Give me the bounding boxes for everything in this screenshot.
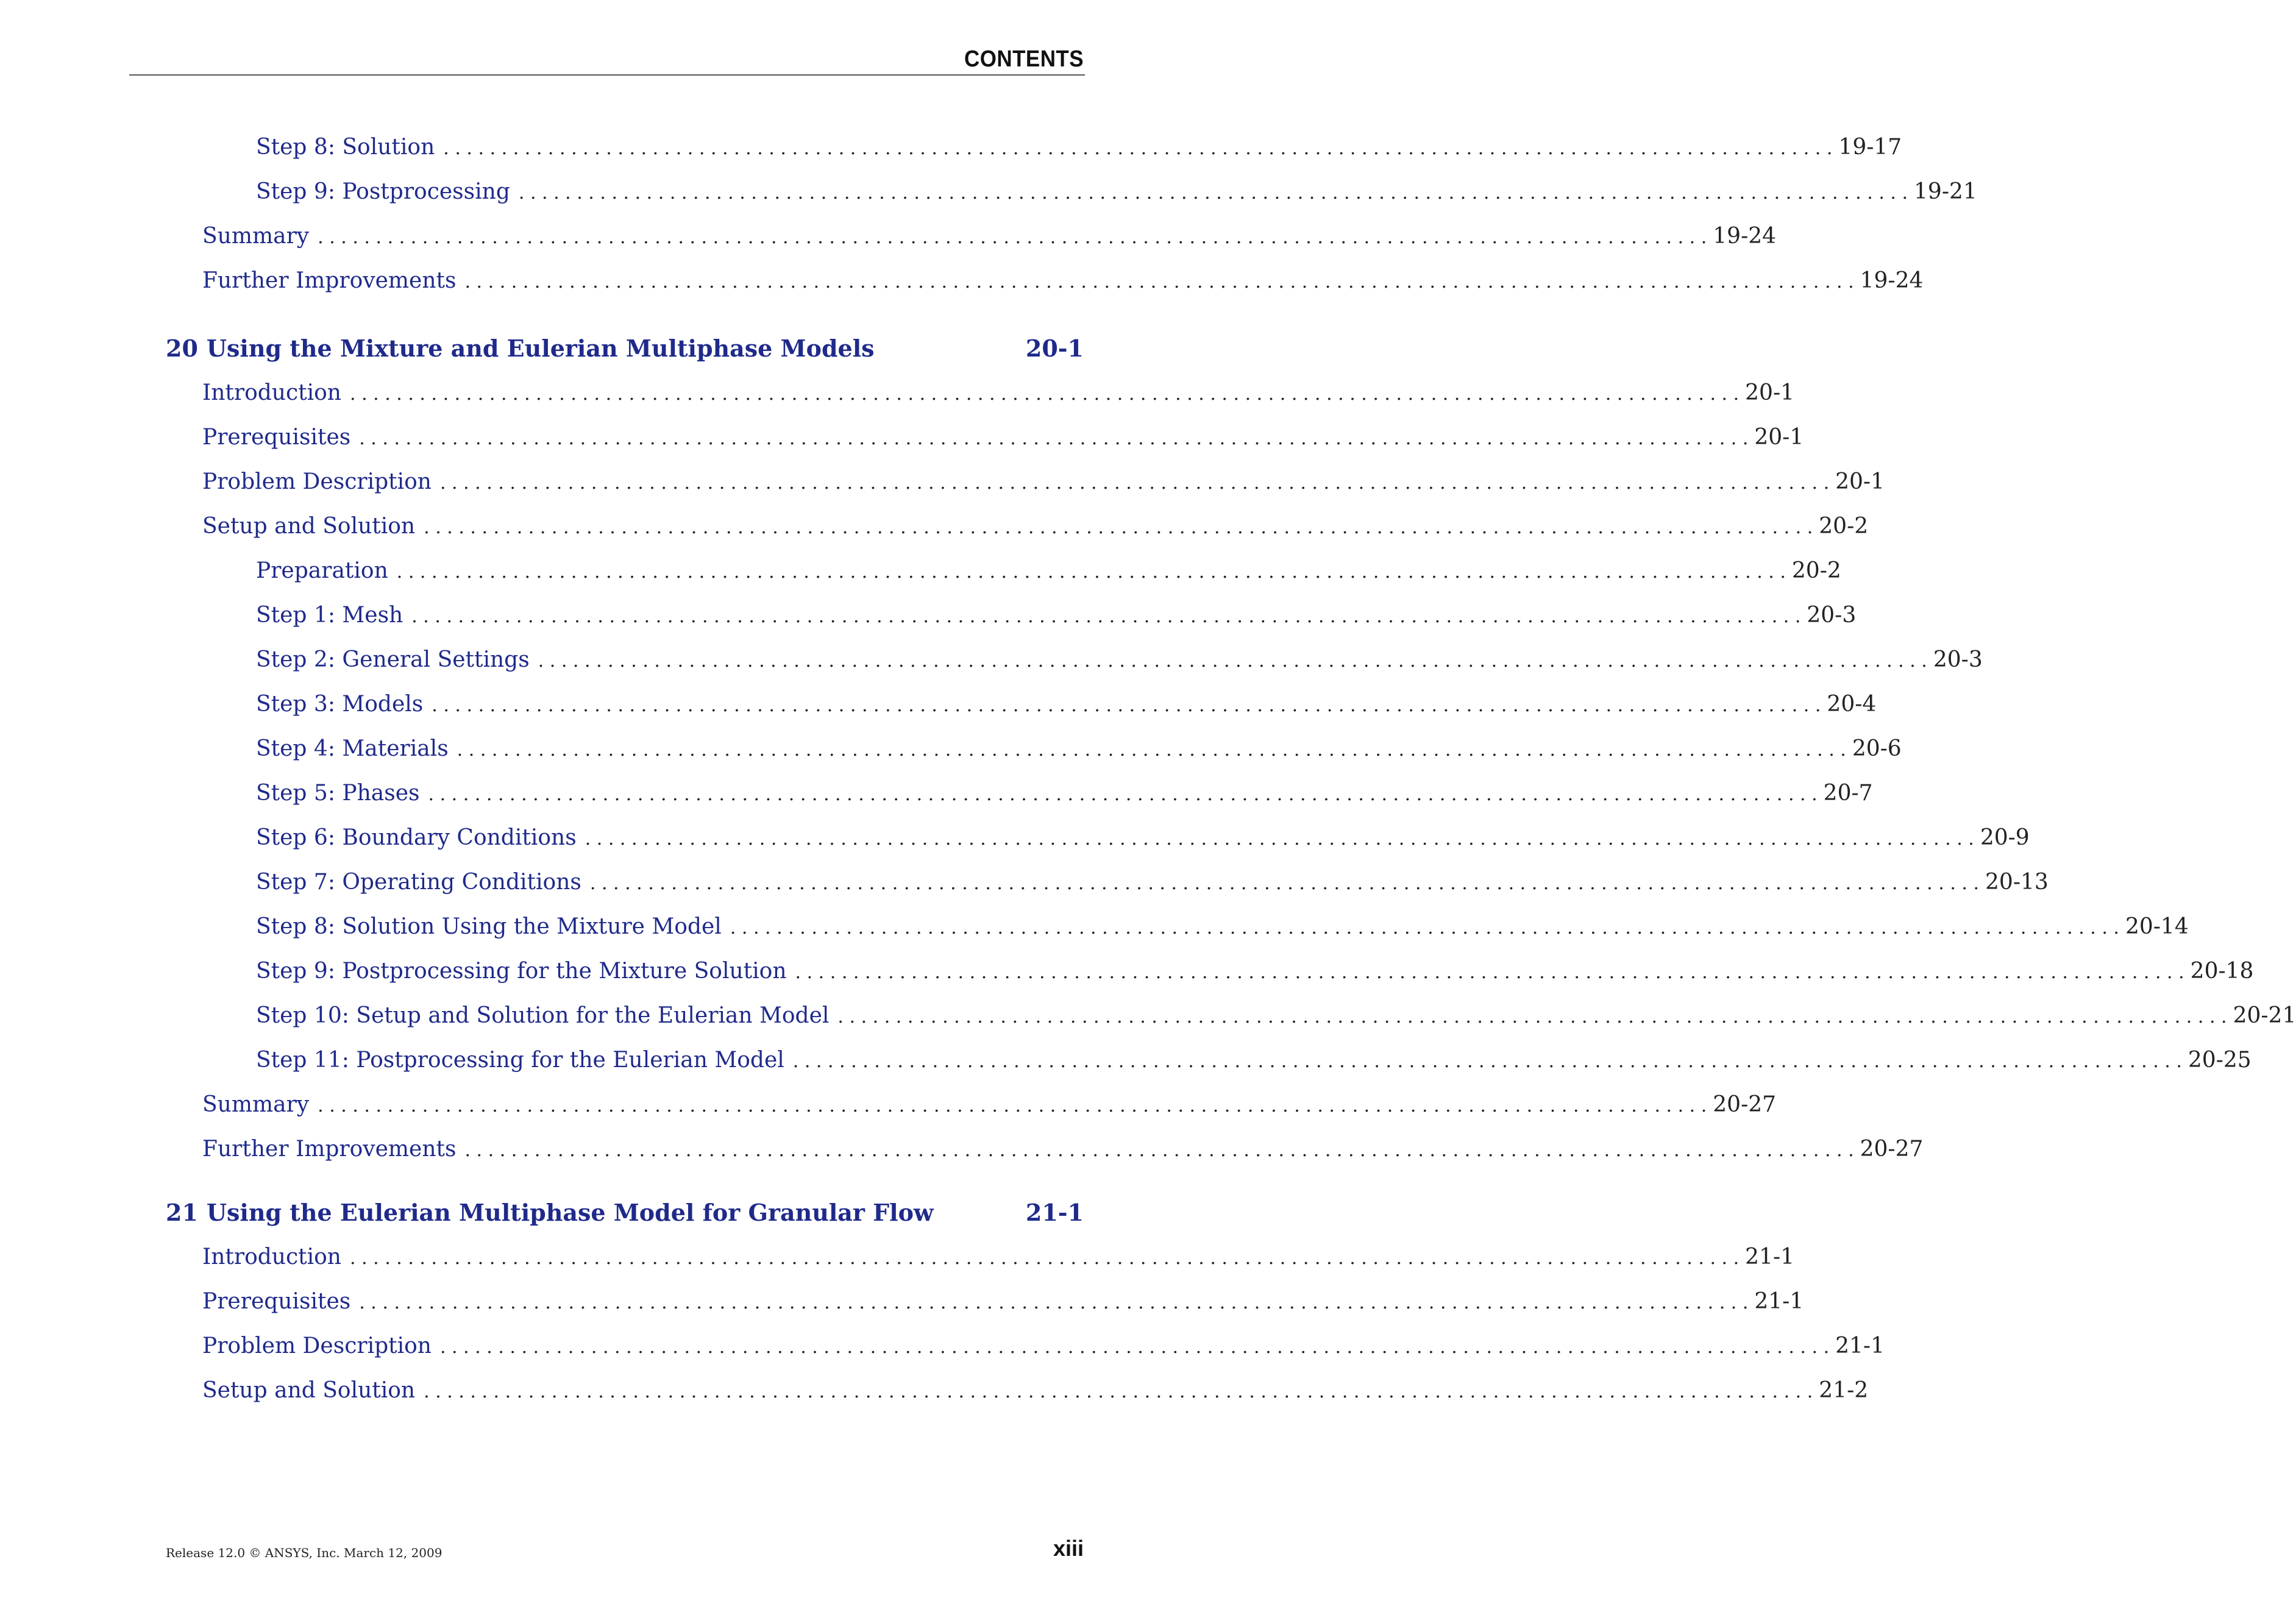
toc-entry-page: 20-2 xyxy=(1791,558,1841,583)
toc-entry-title[interactable]: Setup and Solution xyxy=(202,1378,416,1403)
chapter-heading-21[interactable] xyxy=(166,1196,1084,1229)
dot-leader: . . . . . . . . . . . . . . . . . . . . . . . . . . . . . . . . . . . . . . . . . . . . . . . . . . . . . . . . . . . . . . . . . . . . . . . . . . . . . . . . . . . . . . . . . . . . . . . . . . . . . . . . . . . . . . . . . . . . . . . . xyxy=(432,695,1821,716)
toc-entry[interactable] xyxy=(202,1287,1804,1317)
toc-entry-page: 20-3 xyxy=(1807,603,1857,628)
toc-entry-page: 20-1 xyxy=(1745,380,1795,405)
toc-entry-page: 20-6 xyxy=(1852,736,1902,761)
toc-entry-page: 19-17 xyxy=(1838,135,1902,160)
toc-entry-title[interactable]: Further Improvements xyxy=(202,268,457,293)
toc-entry-title[interactable]: Prerequisites xyxy=(202,425,351,450)
toc-entry[interactable] xyxy=(256,1045,2252,1076)
toc-entry-title[interactable]: Step 9: Postprocessing xyxy=(256,179,510,204)
dot-leader: . . . . . . . . . . . . . . . . . . . . . . . . . . . . . . . . . . . . . . . . . . . . . . . . . . . . . . . . . . . . . . . . . . . . . . . . . . . . . . . . . . . . . . . . . . . . . . . . . . . . . . . . . . . . . . . . . . . . . . . . xyxy=(439,472,1830,494)
toc-entry-page: 20-18 xyxy=(2190,959,2254,984)
toc-entry-title[interactable]: Summary xyxy=(202,224,310,249)
toc-entry[interactable] xyxy=(202,266,1924,296)
dot-leader: . . . . . . . . . . . . . . . . . . . . . . . . . . . . . . . . . . . . . . . . . . . . . . . . . . . . . . . . . . . . . . . . . . . . . . . . . . . . . . . . . . . . . . . . . . . . . . . . . . . . . . . . . . . . . . . . . . . . . . . . xyxy=(359,1292,1749,1313)
chapter-page: 21-1 xyxy=(1025,1199,1084,1226)
dot-leader: . . . . . . . . . . . . . . . . . . . . . . . . . . . . . . . . . . . . . . . . . . . . . . . . . . . . . . . . . . . . . . . . . . . . . . . . . . . . . . . . . . . . . . . . . . . . . . . . . . . . . . . . . . . . . . . . . . . . . . . . xyxy=(837,1006,2227,1028)
toc-entry-title[interactable]: Prerequisites xyxy=(202,1289,351,1314)
toc-entry-title[interactable]: Further Improvements xyxy=(202,1137,457,1162)
toc-entry-page: 20-1 xyxy=(1754,425,1804,450)
toc-entry-page: 20-25 xyxy=(2188,1048,2252,1073)
toc-entry-title[interactable]: Step 3: Models xyxy=(256,692,424,717)
dot-leader: . . . . . . . . . . . . . . . . . . . . . . . . . . . . . . . . . . . . . . . . . . . . . . . . . . . . . . . . . . . . . . . . . . . . . . . . . . . . . . . . . . . . . . . . . . . . . . . . . . . . . . . . . . . . . . . . . . . . . . . . xyxy=(518,182,1908,204)
dot-leader: . . . . . . . . . . . . . . . . . . . . . . . . . . . . . . . . . . . . . . . . . . . . . . . . . . . . . . . . . . . . . . . . . . . . . . . . . . . . . . . . . . . . . . . . . . . . . . . . . . . . . . . . . . . . . . . . . . . . . . . . xyxy=(424,517,1813,538)
toc-entry-page: 20-14 xyxy=(2125,914,2189,939)
toc-entry[interactable] xyxy=(256,1001,2296,1031)
toc-entry-page: 21-2 xyxy=(1819,1378,1869,1403)
toc-entry-title[interactable]: Introduction xyxy=(202,380,341,405)
toc-entry[interactable] xyxy=(202,1375,1869,1406)
toc-entry-page: 21-1 xyxy=(1754,1289,1804,1314)
dot-leader: . . . . . . . . . . . . . . . . . . . . . . . . . . . . . . . . . . . . . . . . . . . . . . . . . . . . . . . . . . . . . . . . . . . . . . . . . . . . . . . . . . . . . . . . . . . . . . . . . . . . . . . . . . . . . . . . . . . . . . . . xyxy=(428,784,1818,805)
toc-entry-page: 21-1 xyxy=(1835,1333,1885,1358)
dot-leader: . . . . . . . . . . . . . . . . . . . . . . . . . . . . . . . . . . . . . . . . . . . . . . . . . . . . . . . . . . . . . . . . . . . . . . . . . . . . . . . . . . . . . . . . . . . . . . . . . . . . . . . . . . . . . . . . . . . . . . . . xyxy=(318,1095,1707,1116)
toc-entry-title[interactable]: Step 7: Operating Conditions xyxy=(256,870,581,895)
toc-entry-page: 19-24 xyxy=(1713,224,1777,249)
toc-entry[interactable] xyxy=(256,645,1983,675)
chapter-title[interactable]: Using the Eulerian Multiphase Model for Granular Flow xyxy=(206,1199,934,1226)
toc-entry-page: 19-21 xyxy=(1914,179,1977,204)
toc-entry-page: 20-21 xyxy=(2233,1003,2296,1028)
toc-entry[interactable] xyxy=(202,1242,1795,1272)
toc-entry-title[interactable]: Step 8: Solution xyxy=(256,135,435,160)
dot-leader: . . . . . . . . . . . . . . . . . . . . . . . . . . . . . . . . . . . . . . . . . . . . . . . . . . . . . . . . . . . . . . . . . . . . . . . . . . . . . . . . . . . . . . . . . . . . . . . . . . . . . . . . . . . . . . . . . . . . . . . . xyxy=(589,873,1980,894)
dot-leader: . . . . . . . . . . . . . . . . . . . . . . . . . . . . . . . . . . . . . . . . . . . . . . . . . . . . . . . . . . . . . . . . . . . . . . . . . . . . . . . . . . . . . . . . . . . . . . . . . . . . . . . . . . . . . . . . . . . . . . . . xyxy=(795,962,2184,983)
dot-leader: . . . . . . . . . . . . . . . . . . . . . . . . . . . . . . . . . . . . . . . . . . . . . . . . . . . . . . . . . . . . . . . . . . . . . . . . . . . . . . . . . . . . . . . . . . . . . . . . . . . . . . . . . . . . . . . . . . . . . . . . xyxy=(396,561,1786,583)
toc-entry-title[interactable]: Step 5: Phases xyxy=(256,781,420,806)
toc-entry[interactable] xyxy=(202,1331,1885,1361)
toc-entry-page: 20-2 xyxy=(1819,514,1869,539)
toc-entry-page: 20-1 xyxy=(1835,469,1885,494)
toc-entry[interactable] xyxy=(256,556,1841,586)
toc-entry-title[interactable]: Problem Description xyxy=(202,1333,432,1358)
dot-leader: . . . . . . . . . . . . . . . . . . . . . . . . . . . . . . . . . . . . . . . . . . . . . . . . . . . . . . . . . . . . . . . . . . . . . . . . . . . . . . . . . . . . . . . . . . . . . . . . . . . . . . . . . . . . . . . . . . . . . . . . xyxy=(585,828,1974,850)
toc-entry[interactable] xyxy=(202,511,1869,542)
toc-entry-title[interactable]: Step 2: General Settings xyxy=(256,647,530,672)
toc-entry-page: 20-9 xyxy=(1980,825,2030,850)
toc-entry[interactable] xyxy=(202,1090,1777,1120)
toc-entry-page: 20-7 xyxy=(1823,781,1873,806)
running-header: CONTENTS xyxy=(964,46,1084,72)
toc-entry[interactable] xyxy=(256,956,2254,987)
toc-entry-page: 19-24 xyxy=(1860,268,1924,293)
toc-entry-title[interactable]: Step 11: Postprocessing for the Eulerian Model xyxy=(256,1048,784,1073)
dot-leader: . . . . . . . . . . . . . . . . . . . . . . . . . . . . . . . . . . . . . . . . . . . . . . . . . . . . . . . . . . . . . . . . . . . . . . . . . . . . . . . . . . . . . . . . . . . . . . . . . . . . . . . . . . . . . . . . . . . . . . . . xyxy=(350,383,1740,405)
dot-leader: . . . . . . . . . . . . . . . . . . . . . . . . . . . . . . . . . . . . . . . . . . . . . . . . . . . . . . . . . . . . . . . . . . . . . . . . . . . . . . . . . . . . . . . . . . . . . . . . . . . . . . . . . . . . . . . . . . . . . . . . xyxy=(792,1051,2182,1072)
dot-leader: . . . . . . . . . . . . . . . . . . . . . . . . . . . . . . . . . . . . . . . . . . . . . . . . . . . . . . . . . . . . . . . . . . . . . . . . . . . . . . . . . . . . . . . . . . . . . . . . . . . . . . . . . . . . . . . . . . . . . . . . xyxy=(464,271,1854,293)
dot-leader: . . . . . . . . . . . . . . . . . . . . . . . . . . . . . . . . . . . . . . . . . . . . . . . . . . . . . . . . . . . . . . . . . . . . . . . . . . . . . . . . . . . . . . . . . . . . . . . . . . . . . . . . . . . . . . . . . . . . . . . . xyxy=(439,1336,1830,1358)
chapter-page: 20-1 xyxy=(1025,335,1084,362)
toc-entry-title[interactable]: Step 1: Mesh xyxy=(256,603,403,628)
header-rule xyxy=(129,74,1085,76)
toc-entry-page: 20-3 xyxy=(1933,647,1983,672)
toc-entry-title[interactable]: Step 6: Boundary Conditions xyxy=(256,825,577,850)
toc-entry[interactable] xyxy=(256,689,1877,720)
toc-entry[interactable] xyxy=(256,177,1977,207)
toc-entry[interactable] xyxy=(202,378,1795,408)
toc-entry[interactable] xyxy=(202,1134,1924,1165)
dot-leader: . . . . . . . . . . . . . . . . . . . . . . . . . . . . . . . . . . . . . . . . . . . . . . . . . . . . . . . . . . . . . . . . . . . . . . . . . . . . . . . . . . . . . . . . . . . . . . . . . . . . . . . . . . . . . . . . . . . . . . . . xyxy=(730,917,2119,939)
toc-entry-title[interactable]: Summary xyxy=(202,1092,310,1117)
release-footer: Release 12.0 © ANSYS, Inc. March 12, 2009 xyxy=(166,1546,442,1560)
toc-entry-title[interactable]: Introduction xyxy=(202,1244,341,1269)
toc-entry[interactable] xyxy=(256,867,2049,898)
page-number: xiii xyxy=(1053,1536,1084,1561)
toc-entry[interactable] xyxy=(202,221,1777,252)
toc-entry-page: 20-4 xyxy=(1827,692,1877,717)
toc-entry-page: 20-27 xyxy=(1860,1137,1924,1162)
toc-entry-page: 20-13 xyxy=(1985,870,2049,895)
toc-entry[interactable] xyxy=(256,823,2030,853)
chapter-number: 20 xyxy=(166,335,198,362)
dot-leader: . . . . . . . . . . . . . . . . . . . . . . . . . . . . . . . . . . . . . . . . . . . . . . . . . . . . . . . . . . . . . . . . . . . . . . . . . . . . . . . . . . . . . . . . . . . . . . . . . . . . . . . . . . . . . . . . . . . . . . . . xyxy=(464,1140,1854,1161)
dot-leader: . . . . . . . . . . . . . . . . . . . . . . . . . . . . . . . . . . . . . . . . . . . . . . . . . . . . . . . . . . . . . . . . . . . . . . . . . . . . . . . . . . . . . . . . . . . . . . . . . . . . . . . . . . . . . . . . . . . . . . . . xyxy=(350,1248,1740,1269)
toc-entry-page: 20-27 xyxy=(1713,1092,1777,1117)
toc-entry-title[interactable]: Problem Description xyxy=(202,469,432,494)
toc-entry-title[interactable]: Step 4: Materials xyxy=(256,736,449,761)
toc-entry[interactable] xyxy=(256,912,2189,942)
dot-leader: . . . . . . . . . . . . . . . . . . . . . . . . . . . . . . . . . . . . . . . . . . . . . . . . . . . . . . . . . . . . . . . . . . . . . . . . . . . . . . . . . . . . . . . . . . . . . . . . . . . . . . . . . . . . . . . . . . . . . . . . xyxy=(457,739,1846,761)
dot-leader: . . . . . . . . . . . . . . . . . . . . . . . . . . . . . . . . . . . . . . . . . . . . . . . . . . . . . . . . . . . . . . . . . . . . . . . . . . . . . . . . . . . . . . . . . . . . . . . . . . . . . . . . . . . . . . . . . . . . . . . . xyxy=(538,650,1927,672)
toc-entry-title[interactable]: Setup and Solution xyxy=(202,514,416,539)
toc-entry[interactable] xyxy=(256,600,1857,631)
dot-leader: . . . . . . . . . . . . . . . . . . . . . . . . . . . . . . . . . . . . . . . . . . . . . . . . . . . . . . . . . . . . . . . . . . . . . . . . . . . . . . . . . . . . . . . . . . . . . . . . . . . . . . . . . . . . . . . . . . . . . . . . xyxy=(443,138,1833,159)
toc-entry[interactable] xyxy=(202,467,1885,497)
toc-entry[interactable] xyxy=(256,734,1902,764)
dot-leader: . . . . . . . . . . . . . . . . . . . . . . . . . . . . . . . . . . . . . . . . . . . . . . . . . . . . . . . . . . . . . . . . . . . . . . . . . . . . . . . . . . . . . . . . . . . . . . . . . . . . . . . . . . . . . . . . . . . . . . . . xyxy=(424,1381,1813,1402)
chapter-title[interactable]: Using the Mixture and Eulerian Multiphase Models xyxy=(206,335,875,362)
toc-entry[interactable] xyxy=(202,422,1804,453)
toc-entry[interactable] xyxy=(256,778,1873,809)
dot-leader: . . . . . . . . . . . . . . . . . . . . . . . . . . . . . . . . . . . . . . . . . . . . . . . . . . . . . . . . . . . . . . . . . . . . . . . . . . . . . . . . . . . . . . . . . . . . . . . . . . . . . . . . . . . . . . . . . . . . . . . . xyxy=(359,428,1749,449)
toc-entry-title[interactable]: Step 10: Setup and Solution for the Eulerian Model xyxy=(256,1003,830,1028)
chapter-heading-20[interactable] xyxy=(166,332,1084,365)
dot-leader: . . . . . . . . . . . . . . . . . . . . . . . . . . . . . . . . . . . . . . . . . . . . . . . . . . . . . . . . . . . . . . . . . . . . . . . . . . . . . . . . . . . . . . . . . . . . . . . . . . . . . . . . . . . . . . . . . . . . . . . . xyxy=(318,227,1707,248)
toc-entry-title[interactable]: Step 8: Solution Using the Mixture Model xyxy=(256,914,722,939)
chapter-number: 21 xyxy=(166,1199,198,1226)
toc-entry-title[interactable]: Preparation xyxy=(256,558,388,583)
dot-leader: . . . . . . . . . . . . . . . . . . . . . . . . . . . . . . . . . . . . . . . . . . . . . . . . . . . . . . . . . . . . . . . . . . . . . . . . . . . . . . . . . . . . . . . . . . . . . . . . . . . . . . . . . . . . . . . . . . . . . . . . xyxy=(411,606,1801,627)
toc-entry-page: 21-1 xyxy=(1745,1244,1795,1269)
toc-entry-title[interactable]: Step 9: Postprocessing for the Mixture Solution xyxy=(256,959,787,984)
toc-entry[interactable] xyxy=(256,132,1902,163)
